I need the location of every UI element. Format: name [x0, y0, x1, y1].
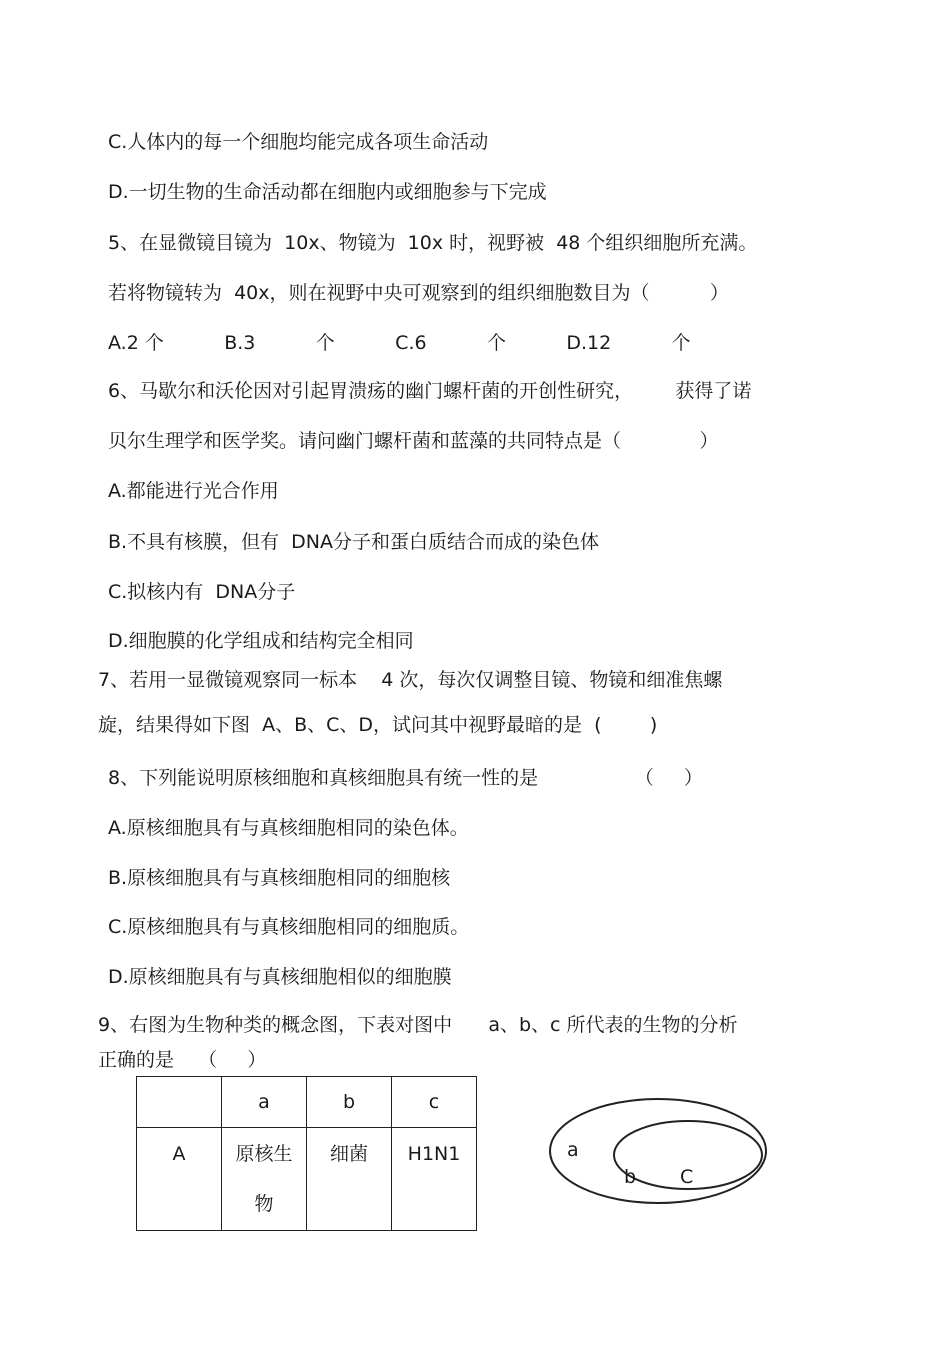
label-b: b	[624, 1166, 637, 1188]
question-8-stem: 8、下列能说明原核细胞和真核细胞具有统一性的是 （ ）	[108, 767, 703, 789]
label-c: C	[680, 1166, 694, 1188]
question-6-line-2: 贝尔生理学和医学奖。请问幽门螺杆菌和蓝藻的共同特点是（ ）	[108, 430, 719, 452]
table-header-cell: a	[222, 1077, 307, 1128]
table-header-cell: b	[307, 1077, 392, 1128]
question-7-line-2: 旋，结果得如下图 A、B、C、D，试问其中视野最暗的是 ( )	[98, 714, 658, 736]
question-9-line-1: 9、右图为生物种类的概念图，下表对图中 a、b、c 所代表的生物的分析	[98, 1014, 738, 1036]
question-8-option-a: A.原核细胞具有与真核细胞相同的染色体。	[108, 817, 469, 839]
question-8-option-d: D.原核细胞具有与真核细胞相似的细胞膜	[108, 966, 452, 988]
table-cell	[222, 1128, 307, 1231]
table-cell: 细菌	[307, 1128, 392, 1231]
table-header-row	[137, 1077, 477, 1128]
line-c-option: C.人体内的每一个细胞均能完成各项生命活动	[108, 131, 489, 153]
question-6-line-1: 6、马歇尔和沃伦因对引起胃溃疡的幽门螺杆菌的开创性研究， 获得了诺	[108, 380, 752, 402]
table-header-cell: c	[392, 1077, 477, 1128]
table-row	[137, 1128, 477, 1231]
table-cell: A	[137, 1128, 222, 1231]
line-d-option: D.一切生物的生命活动都在细胞内或细胞参与下完成	[108, 181, 547, 203]
question-8-option-b: B.原核细胞具有与真核细胞相同的细胞核	[108, 867, 451, 889]
question-5-options: A.2 个 B.3 个 C.6 个 D.12 个	[108, 332, 691, 354]
question-5-line-2: 若将物镜转为 40x，则在视野中央可观察到的组织细胞数目为（ ）	[108, 282, 729, 304]
question-6-option-c: C.拟核内有 DNA分子	[108, 581, 296, 603]
question-8-option-c: C.原核细胞具有与真核细胞相同的细胞质。	[108, 916, 470, 938]
label-a: a	[567, 1139, 579, 1161]
table-cell-text: 原核生物	[235, 1143, 293, 1215]
question-6-option-a: A.都能进行光合作用	[108, 480, 279, 502]
question-6-option-d: D.细胞膜的化学组成和结构完全相同	[108, 630, 414, 652]
table-cell: H1N1	[392, 1128, 477, 1231]
outer-ellipse	[550, 1099, 766, 1203]
table-header-cell	[137, 1077, 222, 1128]
question-5-line-1: 5、在显微镜目镜为 10x、物镜为 10x 时，视野被 48 个组织细胞所充满。	[108, 232, 758, 254]
question-9-line-2: 正确的是 （ ）	[98, 1049, 267, 1071]
question-6-option-b: B.不具有核膜，但有 DNA分子和蛋白质结合而成的染色体	[108, 531, 599, 553]
question-7-line-1: 7、若用一显微镜观察同一标本 4 次，每次仅调整目镜、物镜和细准焦螺	[98, 669, 723, 691]
answer-table	[136, 1076, 477, 1231]
concept-diagram	[540, 1085, 780, 1215]
